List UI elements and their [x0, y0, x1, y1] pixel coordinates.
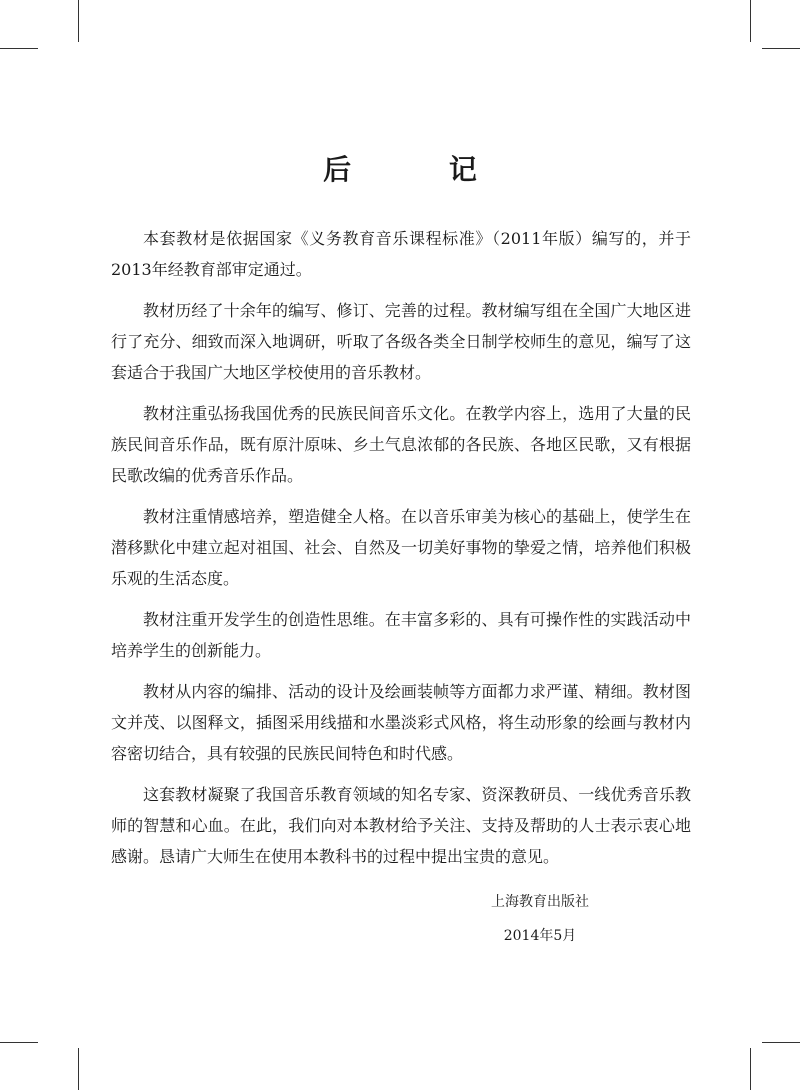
crop-mark-bottom-right-vertical	[750, 1048, 751, 1090]
crop-mark-bottom-left-vertical	[78, 1048, 79, 1090]
crop-mark-top-right-vertical	[750, 0, 751, 42]
publisher-name: 上海教育出版社	[491, 894, 589, 910]
signature-date: 2014年5月	[503, 928, 577, 944]
paragraph: 这套教材凝聚了我国音乐教育领域的知名专家、资深教研员、一线优秀音乐教师的智慧和心血。在此，我们向对本教材给予关注、支持及帮助的人士表示衷心地感谢。恳请广大师生在使用本教科书的过程中提出宝贵的意见。	[111, 785, 691, 866]
paragraph: 教材历经了十余年的编写、修订、完善的过程。教材编写组在全国广大地区进行了充分、细致而深入地调研，听取了各级各类全日制学校师生的意见，编写了这套适合于我国广大地区学校使用的音乐教材。	[111, 301, 691, 382]
crop-mark-bottom-left-horizontal	[0, 1042, 38, 1043]
crop-mark-bottom-right-horizontal	[762, 1042, 800, 1043]
paragraph: 教材注重情感培养，塑造健全人格。在以音乐审美为核心的基础上，使学生在潜移默化中建立起对祖国、社会、自然及一切美好事物的挚爱之情，培养他们积极乐观的生活态度。	[111, 507, 691, 588]
paragraph: 教材注重弘扬我国优秀的民族民间音乐文化。在教学内容上，选用了大量的民族民间音乐作品，既有原汁原味、乡土气息浓郁的各民族、各地区民歌，又有根据民歌改编的优秀音乐作品。	[111, 404, 691, 485]
crop-mark-top-left-vertical	[78, 0, 79, 42]
signature-block	[440, 885, 640, 953]
crop-mark-top-left-horizontal	[0, 48, 38, 49]
paragraph: 教材注重开发学生的创造性思维。在丰富多彩的、具有可操作性的实践活动中培养学生的创新能力。	[111, 610, 691, 660]
page-title: 后 记	[323, 153, 521, 186]
paragraph: 本套教材是依据国家《义务教育音乐课程标准》（2011年版）编写的，并于2013年经教育部审定通过。	[111, 229, 691, 279]
paragraph: 教材从内容的编排、活动的设计及绘画装帧等方面都力求严谨、精细。教材图文并茂、以图释文，插图采用线描和水墨淡彩式风格，将生动形象的绘画与教材内容密切结合，具有较强的民族民间特色和时代感。	[111, 682, 691, 763]
crop-mark-top-right-horizontal	[762, 48, 800, 49]
afterword-body	[111, 223, 691, 882]
